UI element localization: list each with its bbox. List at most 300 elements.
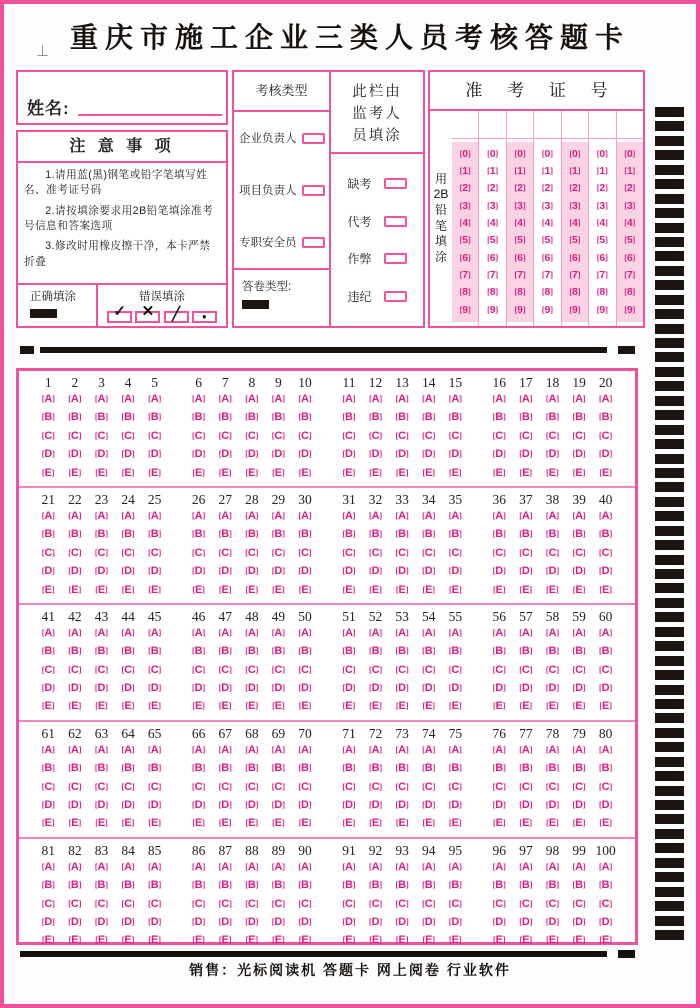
admission-write-cell-3[interactable]: [507, 111, 533, 139]
q98-option-d[interactable]: [D]: [545, 915, 559, 928]
q89-option-a[interactable]: [A]: [271, 860, 285, 873]
adm-col4-digit-8[interactable]: [8]: [542, 286, 553, 299]
adm-col5-digit-8[interactable]: [8]: [569, 286, 581, 299]
q43-option-b[interactable]: [B]: [95, 645, 108, 658]
q4-option-c[interactable]: [C]: [121, 429, 135, 442]
q56-option-d[interactable]: [D]: [492, 682, 506, 695]
q37-option-d[interactable]: [D]: [519, 565, 533, 578]
q41-option-c[interactable]: [C]: [41, 663, 55, 676]
q65-option-a[interactable]: [A]: [148, 743, 162, 756]
q16-option-a[interactable]: [A]: [492, 393, 506, 405]
q89-option-d[interactable]: [D]: [271, 915, 285, 928]
q12-option-c[interactable]: [C]: [369, 429, 383, 442]
q23-option-b[interactable]: [B]: [95, 528, 108, 541]
q61-option-a[interactable]: [A]: [41, 743, 55, 756]
adm-col2-digit-4[interactable]: [4]: [487, 217, 499, 230]
exam-type-bubble-2[interactable]: [302, 185, 325, 196]
adm-col7-digit-2[interactable]: [2]: [624, 182, 636, 195]
adm-col4-digit-1[interactable]: [1]: [542, 165, 553, 178]
q88-option-e[interactable]: [E]: [245, 934, 258, 947]
q7-option-e[interactable]: [E]: [219, 466, 232, 479]
q11-option-d[interactable]: [D]: [342, 448, 356, 461]
q11-option-a[interactable]: [A]: [342, 393, 356, 405]
q28-option-e[interactable]: [E]: [245, 583, 258, 596]
adm-col3-digit-5[interactable]: [5]: [514, 234, 526, 247]
q23-option-c[interactable]: [C]: [95, 546, 108, 559]
q10-option-e[interactable]: [E]: [298, 466, 312, 479]
q14-option-e[interactable]: [E]: [422, 466, 435, 479]
q45-option-d[interactable]: [D]: [148, 682, 162, 695]
q53-option-b[interactable]: [B]: [395, 645, 409, 658]
q100-option-c[interactable]: [C]: [599, 897, 613, 910]
adm-col6-digit-9[interactable]: [9]: [596, 303, 608, 316]
admission-write-cell-2[interactable]: [479, 111, 505, 139]
q35-option-b[interactable]: [B]: [448, 528, 462, 541]
q52-option-e[interactable]: [E]: [369, 700, 382, 713]
q68-option-e[interactable]: [E]: [245, 817, 258, 830]
q71-option-c[interactable]: [C]: [342, 780, 356, 793]
q82-option-e[interactable]: [E]: [68, 934, 82, 947]
q86-option-c[interactable]: [C]: [192, 897, 206, 910]
q98-option-c[interactable]: [C]: [545, 897, 559, 910]
q20-option-a[interactable]: [A]: [599, 393, 613, 405]
q66-option-e[interactable]: [E]: [192, 817, 205, 830]
adm-col5-digit-5[interactable]: [5]: [569, 234, 581, 247]
q2-option-c[interactable]: [C]: [68, 429, 82, 442]
q19-option-d[interactable]: [D]: [572, 448, 586, 461]
adm-col7-digit-7[interactable]: [7]: [624, 269, 636, 281]
q15-option-d[interactable]: [D]: [448, 448, 462, 461]
q74-option-c[interactable]: [C]: [422, 780, 436, 793]
q88-option-a[interactable]: [A]: [245, 860, 259, 873]
q24-option-d[interactable]: [D]: [121, 565, 135, 578]
q85-option-e[interactable]: [E]: [148, 934, 161, 947]
adm-col2-digit-5[interactable]: [5]: [487, 234, 499, 247]
q47-option-e[interactable]: [E]: [219, 700, 232, 713]
q83-option-d[interactable]: [D]: [95, 915, 108, 928]
q61-option-b[interactable]: [B]: [41, 762, 55, 775]
adm-col4-digit-5[interactable]: [5]: [542, 234, 553, 247]
q91-option-c[interactable]: [C]: [342, 897, 356, 910]
q27-option-a[interactable]: [A]: [218, 509, 232, 522]
q72-option-a[interactable]: [A]: [369, 743, 383, 756]
q2-option-d[interactable]: [D]: [68, 448, 82, 461]
q50-option-d[interactable]: [D]: [298, 682, 312, 695]
q34-option-e[interactable]: [E]: [422, 583, 435, 596]
q82-option-b[interactable]: [B]: [68, 879, 82, 892]
adm-col7-digit-6[interactable]: [6]: [624, 251, 636, 264]
q21-option-b[interactable]: [B]: [41, 528, 55, 541]
adm-col5-digit-1[interactable]: [1]: [569, 165, 581, 178]
q41-option-a[interactable]: [A]: [41, 626, 55, 639]
q7-option-a[interactable]: [A]: [218, 393, 232, 405]
q33-option-d[interactable]: [D]: [395, 565, 409, 578]
q70-option-c[interactable]: [C]: [298, 780, 312, 793]
q13-option-a[interactable]: [A]: [395, 393, 409, 405]
q37-option-c[interactable]: [C]: [519, 546, 533, 559]
adm-col4-digit-9[interactable]: [9]: [542, 303, 553, 316]
q8-option-d[interactable]: [D]: [245, 448, 259, 461]
q93-option-a[interactable]: [A]: [395, 860, 409, 873]
q73-option-a[interactable]: [A]: [395, 743, 409, 756]
q13-option-c[interactable]: [C]: [395, 429, 409, 442]
q62-option-c[interactable]: [C]: [68, 780, 82, 793]
q50-option-c[interactable]: [C]: [298, 663, 312, 676]
q93-option-e[interactable]: [E]: [395, 934, 409, 947]
q96-option-c[interactable]: [C]: [492, 897, 506, 910]
exam-type-bubble-1[interactable]: [302, 133, 325, 144]
q11-option-b[interactable]: [B]: [342, 411, 356, 424]
q76-option-a[interactable]: [A]: [492, 743, 506, 756]
q17-option-c[interactable]: [C]: [519, 429, 533, 442]
q94-option-d[interactable]: [D]: [422, 915, 436, 928]
q21-option-a[interactable]: [A]: [41, 509, 55, 522]
q26-option-b[interactable]: [B]: [192, 528, 206, 541]
q24-option-b[interactable]: [B]: [121, 528, 135, 541]
q38-option-c[interactable]: [C]: [545, 546, 559, 559]
q62-option-b[interactable]: [B]: [68, 762, 82, 775]
q63-option-b[interactable]: [B]: [95, 762, 108, 775]
adm-col3-digit-0[interactable]: [0]: [514, 147, 526, 160]
q6-option-b[interactable]: [B]: [192, 411, 206, 424]
q62-option-e[interactable]: [E]: [68, 817, 82, 830]
q8-option-e[interactable]: [E]: [245, 466, 258, 479]
q73-option-d[interactable]: [D]: [395, 799, 409, 812]
adm-col6-digit-0[interactable]: [0]: [596, 147, 608, 160]
q54-option-e[interactable]: [E]: [422, 700, 435, 713]
q32-option-c[interactable]: [C]: [369, 546, 383, 559]
q96-option-b[interactable]: [B]: [492, 879, 506, 892]
name-input-line[interactable]: [78, 114, 222, 116]
adm-col6-digit-3[interactable]: [3]: [596, 199, 608, 212]
q80-option-d[interactable]: [D]: [599, 799, 613, 812]
q10-option-a[interactable]: [A]: [298, 393, 312, 405]
q53-option-e[interactable]: [E]: [395, 700, 409, 713]
q1-option-b[interactable]: [B]: [41, 411, 55, 424]
q69-option-e[interactable]: [E]: [272, 817, 285, 830]
adm-col2-digit-1[interactable]: [1]: [487, 165, 499, 178]
q16-option-b[interactable]: [B]: [492, 411, 506, 424]
q40-option-c[interactable]: [C]: [599, 546, 613, 559]
q92-option-b[interactable]: [B]: [369, 879, 383, 892]
q99-option-a[interactable]: [A]: [572, 860, 586, 873]
q51-option-a[interactable]: [A]: [342, 626, 356, 639]
q36-option-d[interactable]: [D]: [492, 565, 506, 578]
q28-option-d[interactable]: [D]: [245, 565, 259, 578]
q9-option-d[interactable]: [D]: [271, 448, 285, 461]
q32-option-e[interactable]: [E]: [369, 583, 382, 596]
q59-option-d[interactable]: [D]: [572, 682, 586, 695]
q7-option-c[interactable]: [C]: [218, 429, 232, 442]
q46-option-c[interactable]: [C]: [192, 663, 206, 676]
q21-option-e[interactable]: [E]: [42, 583, 55, 596]
q99-option-b[interactable]: [B]: [572, 879, 586, 892]
q3-option-a[interactable]: [A]: [95, 393, 108, 405]
q56-option-e[interactable]: [E]: [493, 700, 506, 713]
q75-option-a[interactable]: [A]: [448, 743, 462, 756]
q43-option-d[interactable]: [D]: [95, 682, 108, 695]
q98-option-a[interactable]: [A]: [545, 860, 559, 873]
q87-option-e[interactable]: [E]: [219, 934, 232, 947]
q3-option-d[interactable]: [D]: [95, 448, 108, 461]
q8-option-b[interactable]: [B]: [245, 411, 259, 424]
q38-option-e[interactable]: [E]: [546, 583, 559, 596]
q7-option-b[interactable]: [B]: [218, 411, 232, 424]
q60-option-e[interactable]: [E]: [599, 700, 612, 713]
q72-option-b[interactable]: [B]: [369, 762, 383, 775]
q58-option-d[interactable]: [D]: [545, 682, 559, 695]
q91-option-b[interactable]: [B]: [342, 879, 356, 892]
q34-option-d[interactable]: [D]: [422, 565, 436, 578]
q93-option-d[interactable]: [D]: [395, 915, 409, 928]
adm-col6-digit-7[interactable]: [7]: [596, 269, 608, 281]
q27-option-c[interactable]: [C]: [218, 546, 232, 559]
q95-option-a[interactable]: [A]: [448, 860, 462, 873]
q11-option-c[interactable]: [C]: [342, 429, 356, 442]
q43-option-e[interactable]: [E]: [95, 700, 108, 713]
q25-option-c[interactable]: [C]: [148, 546, 162, 559]
q19-option-c[interactable]: [C]: [572, 429, 586, 442]
q63-option-d[interactable]: [D]: [95, 799, 108, 812]
adm-col7-digit-3[interactable]: [3]: [624, 199, 636, 212]
q39-option-a[interactable]: [A]: [572, 509, 586, 522]
adm-col4-digit-6[interactable]: [6]: [542, 251, 553, 264]
q16-option-e[interactable]: [E]: [493, 466, 506, 479]
q42-option-d[interactable]: [D]: [68, 682, 82, 695]
q76-option-d[interactable]: [D]: [492, 799, 506, 812]
q10-option-d[interactable]: [D]: [298, 448, 312, 461]
q95-option-b[interactable]: [B]: [448, 879, 462, 892]
q28-option-b[interactable]: [B]: [245, 528, 259, 541]
q60-option-b[interactable]: [B]: [599, 645, 613, 658]
adm-col2-digit-7[interactable]: [7]: [487, 269, 499, 281]
q78-option-d[interactable]: [D]: [545, 799, 559, 812]
q17-option-b[interactable]: [B]: [519, 411, 533, 424]
q25-option-a[interactable]: [A]: [148, 509, 162, 522]
q55-option-d[interactable]: [D]: [448, 682, 462, 695]
q9-option-e[interactable]: [E]: [272, 466, 285, 479]
adm-col6-digit-2[interactable]: [2]: [596, 182, 608, 195]
adm-col1-digit-0[interactable]: [0]: [459, 147, 471, 160]
q33-option-a[interactable]: [A]: [395, 509, 409, 522]
q71-option-e[interactable]: [E]: [342, 817, 356, 830]
q80-option-a[interactable]: [A]: [599, 743, 613, 756]
invigilator-bubble-2[interactable]: [384, 216, 407, 227]
q95-option-e[interactable]: [E]: [449, 934, 462, 947]
admission-write-cell-7[interactable]: [617, 111, 643, 139]
q64-option-d[interactable]: [D]: [121, 799, 135, 812]
q20-option-c[interactable]: [C]: [599, 429, 613, 442]
q77-option-b[interactable]: [B]: [519, 762, 533, 775]
q30-option-e[interactable]: [E]: [298, 583, 312, 596]
q5-option-c[interactable]: [C]: [148, 429, 162, 442]
q32-option-a[interactable]: [A]: [369, 509, 383, 522]
q78-option-b[interactable]: [B]: [545, 762, 559, 775]
q30-option-d[interactable]: [D]: [298, 565, 312, 578]
q85-option-c[interactable]: [C]: [148, 897, 162, 910]
q42-option-a[interactable]: [A]: [68, 626, 82, 639]
q80-option-b[interactable]: [B]: [599, 762, 613, 775]
q57-option-a[interactable]: [A]: [519, 626, 533, 639]
q69-option-d[interactable]: [D]: [271, 799, 285, 812]
q68-option-b[interactable]: [B]: [245, 762, 259, 775]
q6-option-c[interactable]: [C]: [192, 429, 206, 442]
q45-option-e[interactable]: [E]: [148, 700, 161, 713]
q67-option-d[interactable]: [D]: [218, 799, 232, 812]
q96-option-a[interactable]: [A]: [492, 860, 506, 873]
q74-option-b[interactable]: [B]: [422, 762, 436, 775]
q67-option-b[interactable]: [B]: [218, 762, 232, 775]
q18-option-d[interactable]: [D]: [545, 448, 559, 461]
q99-option-d[interactable]: [D]: [572, 915, 586, 928]
q7-option-d[interactable]: [D]: [218, 448, 232, 461]
q50-option-a[interactable]: [A]: [298, 626, 312, 639]
adm-col3-digit-2[interactable]: [2]: [514, 182, 526, 195]
q49-option-a[interactable]: [A]: [271, 626, 285, 639]
q25-option-d[interactable]: [D]: [148, 565, 162, 578]
q43-option-c[interactable]: [C]: [95, 663, 108, 676]
q86-option-e[interactable]: [E]: [192, 934, 205, 947]
q53-option-a[interactable]: [A]: [395, 626, 409, 639]
q5-option-e[interactable]: [E]: [148, 466, 161, 479]
q84-option-b[interactable]: [B]: [121, 879, 135, 892]
q3-option-e[interactable]: [E]: [95, 466, 108, 479]
adm-col3-digit-4[interactable]: [4]: [514, 217, 526, 230]
q92-option-d[interactable]: [D]: [369, 915, 383, 928]
q57-option-d[interactable]: [D]: [519, 682, 533, 695]
q58-option-a[interactable]: [A]: [545, 626, 559, 639]
q67-option-c[interactable]: [C]: [218, 780, 232, 793]
q62-option-d[interactable]: [D]: [68, 799, 82, 812]
q81-option-c[interactable]: [C]: [41, 897, 55, 910]
q84-option-e[interactable]: [E]: [121, 934, 135, 947]
q4-option-e[interactable]: [E]: [121, 466, 135, 479]
adm-col7-digit-5[interactable]: [5]: [624, 234, 636, 247]
q18-option-e[interactable]: [E]: [546, 466, 559, 479]
q22-option-c[interactable]: [C]: [68, 546, 82, 559]
adm-col1-digit-3[interactable]: [3]: [459, 199, 471, 212]
q52-option-a[interactable]: [A]: [369, 626, 383, 639]
adm-col5-digit-7[interactable]: [7]: [569, 269, 581, 281]
q27-option-b[interactable]: [B]: [218, 528, 232, 541]
q84-option-a[interactable]: [A]: [121, 860, 135, 873]
q23-option-a[interactable]: [A]: [95, 509, 108, 522]
q2-option-b[interactable]: [B]: [68, 411, 82, 424]
q90-option-c[interactable]: [C]: [298, 897, 312, 910]
q29-option-d[interactable]: [D]: [271, 565, 285, 578]
q89-option-b[interactable]: [B]: [271, 879, 285, 892]
q88-option-b[interactable]: [B]: [245, 879, 259, 892]
q80-option-e[interactable]: [E]: [599, 817, 612, 830]
q26-option-a[interactable]: [A]: [192, 509, 206, 522]
q12-option-b[interactable]: [B]: [369, 411, 383, 424]
q77-option-c[interactable]: [C]: [519, 780, 533, 793]
q100-option-b[interactable]: [B]: [599, 879, 613, 892]
q65-option-c[interactable]: [C]: [148, 780, 162, 793]
q75-option-e[interactable]: [E]: [449, 817, 462, 830]
q74-option-a[interactable]: [A]: [422, 743, 436, 756]
q21-option-d[interactable]: [D]: [41, 565, 55, 578]
q72-option-e[interactable]: [E]: [369, 817, 382, 830]
q57-option-c[interactable]: [C]: [519, 663, 533, 676]
q65-option-e[interactable]: [E]: [148, 817, 161, 830]
admission-write-cell-4[interactable]: [534, 111, 560, 139]
q84-option-c[interactable]: [C]: [121, 897, 135, 910]
q76-option-c[interactable]: [C]: [492, 780, 506, 793]
q69-option-a[interactable]: [A]: [271, 743, 285, 756]
q31-option-d[interactable]: [D]: [342, 565, 356, 578]
adm-col4-digit-7[interactable]: [7]: [542, 269, 553, 281]
q35-option-c[interactable]: [C]: [448, 546, 462, 559]
q82-option-c[interactable]: [C]: [68, 897, 82, 910]
q64-option-a[interactable]: [A]: [121, 743, 135, 756]
q82-option-a[interactable]: [A]: [68, 860, 82, 873]
q94-option-a[interactable]: [A]: [422, 860, 436, 873]
q24-option-e[interactable]: [E]: [121, 583, 135, 596]
q58-option-e[interactable]: [E]: [546, 700, 559, 713]
q90-option-e[interactable]: [E]: [298, 934, 312, 947]
adm-col1-digit-4[interactable]: [4]: [459, 217, 471, 230]
q26-option-c[interactable]: [C]: [192, 546, 206, 559]
q65-option-d[interactable]: [D]: [148, 799, 162, 812]
q55-option-c[interactable]: [C]: [448, 663, 462, 676]
adm-col5-digit-3[interactable]: [3]: [569, 199, 581, 212]
admission-write-cell-6[interactable]: [589, 111, 615, 139]
q6-option-d[interactable]: [D]: [192, 448, 206, 461]
q4-option-d[interactable]: [D]: [121, 448, 135, 461]
q68-option-c[interactable]: [C]: [245, 780, 259, 793]
q95-option-c[interactable]: [C]: [448, 897, 462, 910]
q8-option-c[interactable]: [C]: [245, 429, 259, 442]
q39-option-e[interactable]: [E]: [572, 583, 586, 596]
adm-col5-digit-0[interactable]: [0]: [569, 147, 581, 160]
q31-option-a[interactable]: [A]: [342, 509, 356, 522]
q50-option-b[interactable]: [B]: [298, 645, 312, 658]
q46-option-b[interactable]: [B]: [192, 645, 206, 658]
q45-option-b[interactable]: [B]: [148, 645, 162, 658]
q48-option-a[interactable]: [A]: [245, 626, 259, 639]
q22-option-d[interactable]: [D]: [68, 565, 82, 578]
q71-option-b[interactable]: [B]: [342, 762, 356, 775]
q52-option-d[interactable]: [D]: [369, 682, 383, 695]
q79-option-b[interactable]: [B]: [572, 762, 586, 775]
q1-option-d[interactable]: [D]: [41, 448, 55, 461]
q26-option-d[interactable]: [D]: [192, 565, 206, 578]
adm-col7-digit-1[interactable]: [1]: [624, 165, 636, 178]
q1-option-e[interactable]: [E]: [42, 466, 55, 479]
admission-write-cell-5[interactable]: [562, 111, 588, 139]
q9-option-a[interactable]: [A]: [271, 393, 285, 405]
q74-option-d[interactable]: [D]: [422, 799, 436, 812]
q65-option-b[interactable]: [B]: [148, 762, 162, 775]
q86-option-a[interactable]: [A]: [192, 860, 206, 873]
q46-option-e[interactable]: [E]: [192, 700, 205, 713]
q6-option-a[interactable]: [A]: [192, 393, 206, 405]
q9-option-b[interactable]: [B]: [271, 411, 285, 424]
q76-option-b[interactable]: [B]: [492, 762, 506, 775]
q39-option-d[interactable]: [D]: [572, 565, 586, 578]
q41-option-b[interactable]: [B]: [41, 645, 55, 658]
q51-option-e[interactable]: [E]: [342, 700, 356, 713]
adm-col7-digit-4[interactable]: [4]: [624, 217, 636, 230]
q92-option-a[interactable]: [A]: [369, 860, 383, 873]
invigilator-bubble-1[interactable]: [384, 178, 407, 189]
q10-option-b[interactable]: [B]: [298, 411, 312, 424]
q36-option-a[interactable]: [A]: [492, 509, 506, 522]
q29-option-e[interactable]: [E]: [272, 583, 285, 596]
q40-option-e[interactable]: [E]: [599, 583, 612, 596]
admission-write-cell-1[interactable]: [452, 111, 478, 139]
